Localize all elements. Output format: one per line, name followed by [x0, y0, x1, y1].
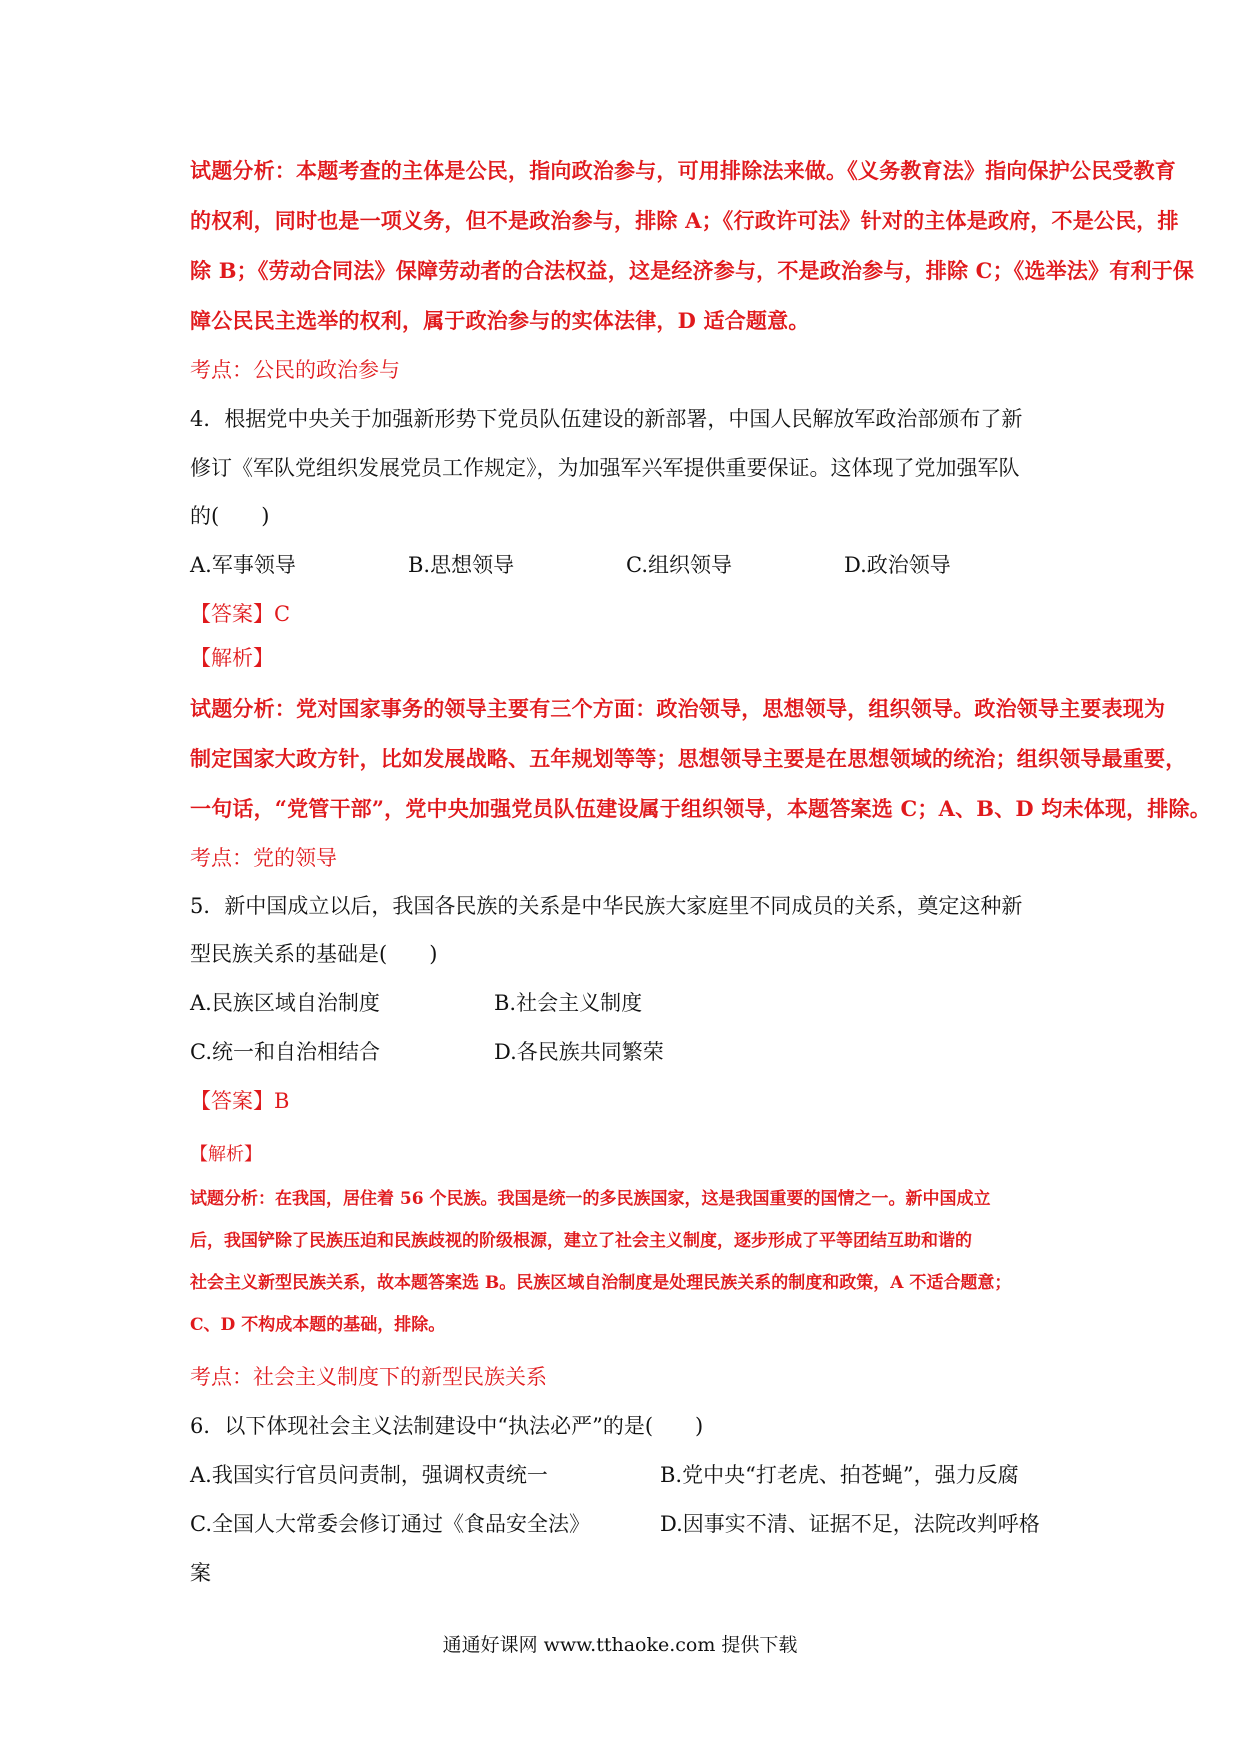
question-4-option-b: B.思想领导 — [408, 553, 515, 577]
analysis-line: 制定国家大政方针，比如发展战略、五年规划等等；思想领导主要是在思想领域的统治；组织领导最重要， — [190, 746, 1187, 771]
question-4-text: 4．根据党中央关于加强新形势下党员队伍建设的新部署，中国人民解放军政治部颁布了新 — [190, 407, 1023, 431]
question-6-option-d-continued: 案 — [190, 1561, 211, 1585]
question-5-option-c: C.统一和自治相结合 — [190, 1040, 380, 1064]
question-4-option-a: A.军事领导 — [190, 553, 296, 577]
analysis-line: 试题分析：本题考查的主体是公民，指向政治参与，可用排除法来做。《义务教育法》指向保护公民受教育 — [190, 158, 1176, 183]
analysis-line: 一句话，“党管干部”，党中央加强党员队伍建设属于组织领导，本题答案选 C；A、B、D 均未体现，排除。 — [190, 796, 1211, 821]
question-6-text: 6．以下体现社会主义法制建设中“执法必严”的是( ) — [190, 1414, 704, 1438]
analysis-line: 试题分析：在我国，居住着 56 个民族。我国是统一的多民族国家，这是我国重要的国情之一。新中国成立 — [190, 1189, 991, 1209]
kaodian-label: 考点：社会主义制度下的新型民族关系 — [190, 1365, 547, 1389]
analysis-line: 障公民民主选举的权利，属于政治参与的实体法律，D 适合题意。 — [190, 308, 810, 333]
question-4-text: 的( ) — [190, 504, 270, 528]
jiexi-label: 【解析】 — [190, 646, 274, 670]
answer-label: 【答案】C — [190, 602, 291, 626]
page-footer: 通通好课网 www.tthaoke.com 提供下载 — [442, 1634, 798, 1656]
analysis-line: C、D 不构成本题的基础，排除。 — [190, 1315, 446, 1335]
answer-label: 【答案】B — [190, 1089, 290, 1113]
question-5-text: 5．新中国成立以后，我国各民族的关系是中华民族大家庭里不同成员的关系，奠定这种新 — [190, 894, 1023, 918]
question-4-option-d: D.政治领导 — [844, 553, 951, 577]
analysis-line: 后，我国铲除了民族压迫和民族歧视的阶级根源，建立了社会主义制度，逐步形成了平等团结互助和谐的 — [190, 1231, 972, 1251]
question-5-option-d: D.各民族共同繁荣 — [494, 1040, 664, 1064]
analysis-line: 的权利，同时也是一项义务，但不是政治参与，排除 A；《行政许可法》针对的主体是政府，不是公民，排 — [190, 208, 1179, 233]
question-6-option-d: D.因事实不清、证据不足，法院改判呼格 — [660, 1512, 1040, 1536]
question-5-text: 型民族关系的基础是( ) — [190, 942, 438, 966]
question-6-option-c: C.全国人大常委会修订通过《食品安全法》 — [190, 1512, 590, 1536]
analysis-line: 试题分析：党对国家事务的领导主要有三个方面：政治领导，思想领导，组织领导。政治领导主要表现为 — [190, 696, 1166, 721]
question-4-text: 修订《军队党组织发展党员工作规定》，为加强军兴军提供重要保证。这体现了党加强军队 — [190, 456, 1020, 480]
question-5-option-a: A.民族区域自治制度 — [190, 991, 380, 1015]
question-4-option-c: C.组织领导 — [626, 553, 732, 577]
analysis-line: 除 B；《劳动合同法》保障劳动者的合法权益，这是经济参与，不是政治参与，排除 C；《选举法》有利于保 — [190, 258, 1195, 283]
question-6-option-a: A.我国实行官员问责制，强调权责统一 — [190, 1463, 548, 1487]
kaodian-label: 考点：公民的政治参与 — [190, 358, 400, 382]
analysis-line: 社会主义新型民族关系，故本题答案选 B。民族区域自治制度是处理民族关系的制度和政策，A 不适合题意； — [190, 1273, 1012, 1293]
kaodian-label: 考点：党的领导 — [190, 846, 337, 870]
question-6-option-b: B.党中央“打老虎、拍苍蝇”，强力反腐 — [660, 1463, 1019, 1487]
jiexi-label: 【解析】 — [190, 1144, 262, 1165]
question-5-option-b: B.社会主义制度 — [494, 991, 643, 1015]
